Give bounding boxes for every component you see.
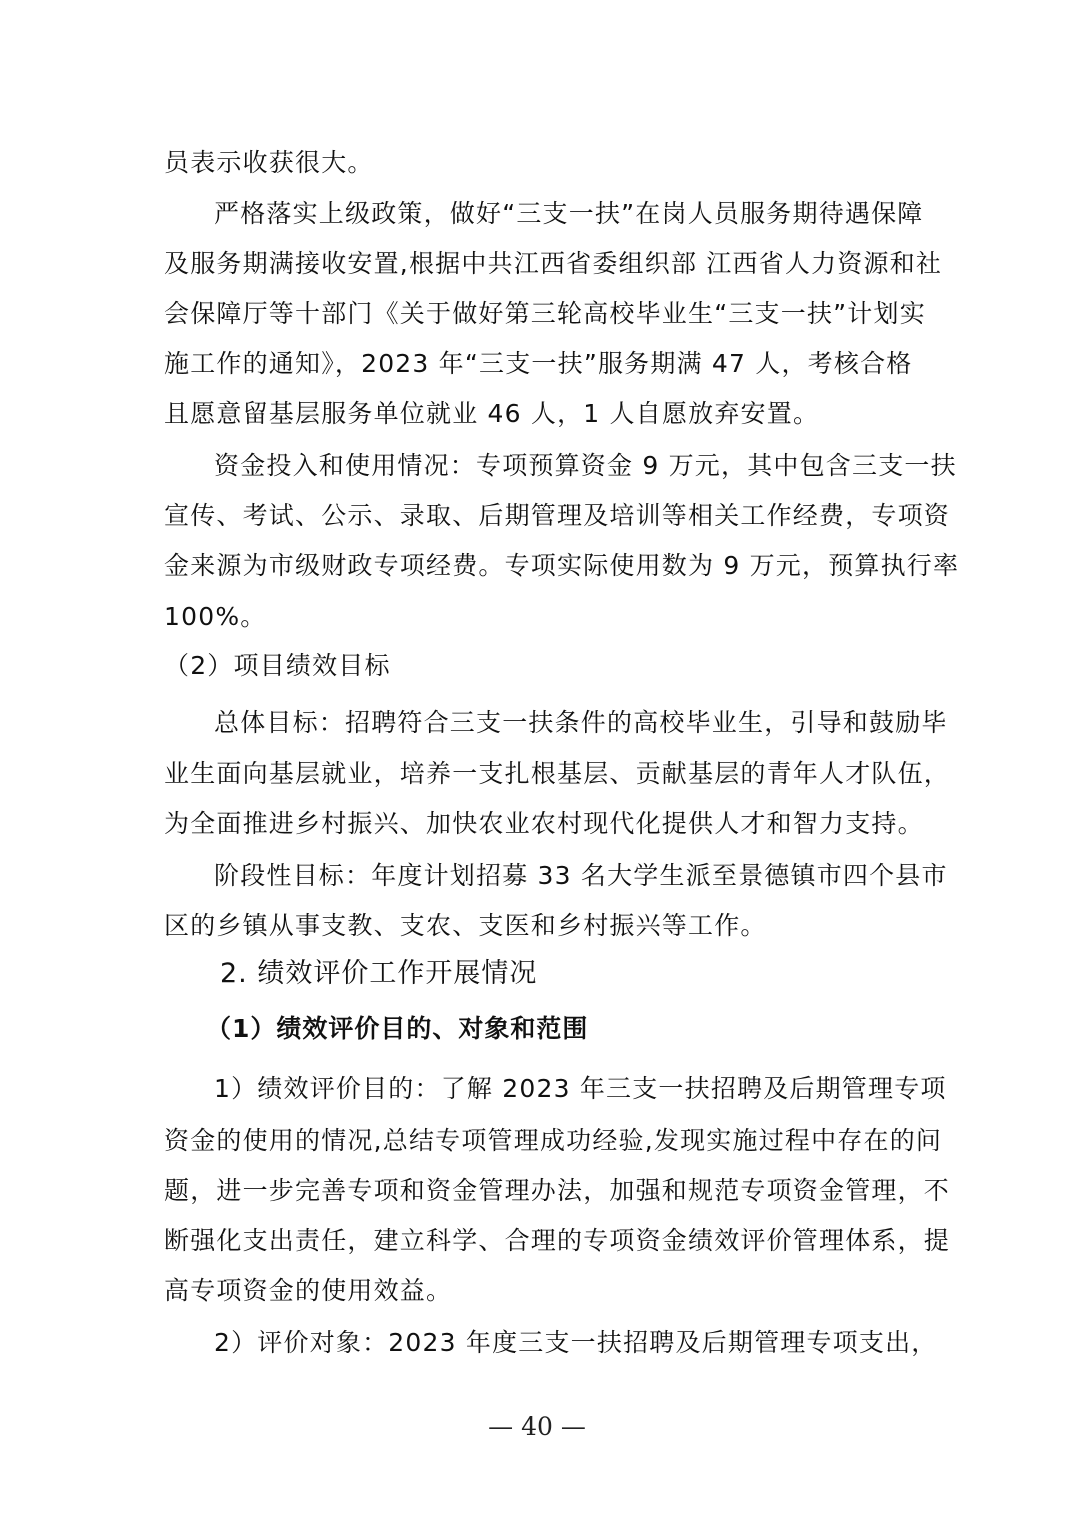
subsection-heading: （1）绩效评价目的、对象和范围 — [206, 1014, 589, 1043]
paragraph-line: 题，进一步完善专项和资金管理办法，加强和规范专项资金管理，不 — [164, 1176, 951, 1205]
paragraph-line: 资金投入和使用情况：专项预算资金 9 万元，其中包含三支一扶 — [214, 451, 957, 480]
paragraph-line: 阶段性目标：年度计划招募 33 名大学生派至景德镇市四个县市 — [214, 861, 948, 890]
paragraph-line: 区的乡镇从事支教、支农、支医和乡村振兴等工作。 — [164, 911, 767, 940]
paragraph-line: 为全面推进乡村振兴、加快农业农村现代化提供人才和智力支持。 — [164, 809, 924, 838]
paragraph-line: 且愿意留基层服务单位就业 46 人，1 人自愿放弃安置。 — [164, 399, 820, 428]
paragraph-line: 高专项资金的使用效益。 — [164, 1276, 453, 1305]
paragraph-line: 员表示收获很大。 — [164, 148, 374, 177]
paragraph-line: 1）绩效评价目的：了解 2023 年三支一扶招聘及后期管理专项 — [214, 1074, 947, 1103]
paragraph-line: 宣传、考试、公示、录取、后期管理及培训等相关工作经费，专项资 — [164, 501, 951, 530]
paragraph-line: 施工作的通知》，2023 年“三支一扶”服务期满 47 人，考核合格 — [164, 349, 913, 378]
paragraph-line: 100%。 — [164, 602, 267, 631]
paragraph-line: 业生面向基层就业，培养一支扎根基层、贡献基层的青年人才队伍， — [164, 759, 951, 788]
subsection-heading: （2）项目绩效目标 — [164, 651, 391, 680]
paragraph-line: 资金的使用的情况,总结专项管理成功经验,发现实施过程中存在的问 — [164, 1126, 943, 1155]
paragraph-line: 总体目标：招聘符合三支一扶条件的高校毕业生，引导和鼓励毕 — [214, 708, 948, 737]
paragraph-line: 会保障厅等十部门《关于做好第三轮高校毕业生“三支一扶”计划实 — [164, 299, 926, 328]
paragraph-line: 断强化支出责任，建立科学、合理的专项资金绩效评价管理体系，提 — [164, 1226, 951, 1255]
paragraph-line: 2）评价对象：2023 年度三支一扶招聘及后期管理专项支出， — [214, 1328, 938, 1357]
paragraph-line: 金来源为市级财政专项经费。专项实际使用数为 9 万元，预算执行率 — [164, 551, 960, 580]
paragraph-line: 及服务期满接收安置,根据中共江西省委组织部 江西省人力资源和社 — [164, 249, 943, 278]
paragraph-line: 严格落实上级政策，做好“三支一扶”在岗人员服务期待遇保障 — [214, 199, 924, 228]
page-number: — 40 — — [488, 1412, 586, 1441]
section-heading: 2. 绩效评价工作开展情况 — [220, 958, 538, 989]
